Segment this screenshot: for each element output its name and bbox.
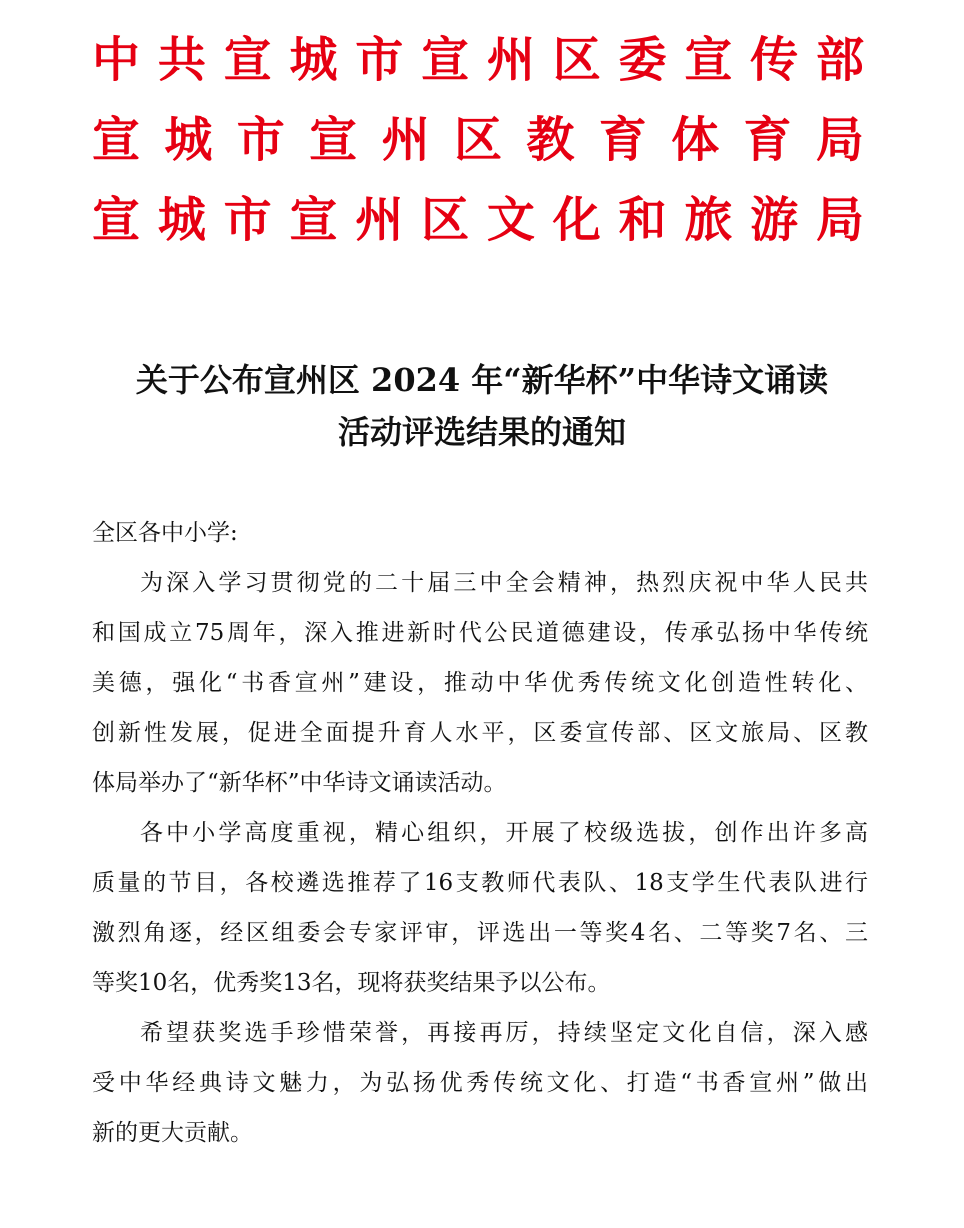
issuer-char: 育 [598, 112, 647, 168]
paragraph-1-line: 体局举办了“新华杯”中华诗文诵读活动。 [92, 770, 507, 796]
issuer-name-propaganda-dept [92, 28, 864, 92]
issuer-char: 州 [355, 192, 404, 248]
paragraph-2-line: 激烈角逐，经区组委会专家评审，评选出一等奖4名、二等奖7名、三 [92, 920, 868, 946]
document-title-line-1: 关于公布宣州区 2024 年“新华杯”中华诗文诵读 [135, 361, 829, 399]
paragraph-2-line: 质量的节目，各校遴选推荐了16支教师代表队、18支学生代表队进行 [92, 870, 868, 896]
issuer-char: 区 [552, 32, 601, 88]
issuer-char: 文 [486, 192, 535, 248]
issuer-char: 宣 [421, 32, 470, 88]
issuer-char: 委 [618, 32, 667, 88]
paragraph-1-line: 创新性发展，促进全面提升育人水平，区委宣传部、区文旅局、区教 [92, 720, 868, 746]
paragraph-3-line: 受中华经典诗文魅力，为弘扬优秀传统文化、打造“书香宣州”做出 [92, 1070, 868, 1096]
document-title-line-2: 活动评选结果的通知 [337, 413, 626, 451]
issuer-char: 宣 [289, 192, 338, 248]
issuer-name-education-sports-bureau [92, 108, 864, 172]
issuer-name-culture-tourism-bureau [92, 188, 864, 252]
issuer-char: 城 [164, 112, 213, 168]
issuer-char: 教 [526, 112, 575, 168]
issuer-char: 宣 [684, 32, 733, 88]
paragraph-1-line: 为深入学习贯彻党的二十届三中全会精神，热烈庆祝中华人民共 [140, 570, 868, 596]
issuer-char: 市 [236, 112, 285, 168]
issuer-char: 体 [671, 112, 720, 168]
issuer-char: 州 [381, 112, 430, 168]
issuer-char: 传 [750, 32, 799, 88]
issuer-char: 化 [552, 192, 601, 248]
issuer-char: 育 [743, 112, 792, 168]
salutation: 全区各中小学: [92, 520, 238, 546]
issuer-char: 局 [815, 192, 864, 248]
issuer-char: 共 [157, 32, 206, 88]
issuer-char: 城 [289, 32, 338, 88]
paragraph-1-line: 和国成立75周年，深入推进新时代公民道德建设，传承弘扬中华传统 [92, 620, 868, 646]
issuer-char: 宣 [309, 112, 358, 168]
paragraph-3-line: 希望获奖选手珍惜荣誉，再接再厉，持续坚定文化自信，深入感 [140, 1020, 868, 1046]
paragraph-2-line: 各中小学高度重视，精心组织，开展了校级选拔，创作出许多高 [140, 820, 868, 846]
issuer-char: 州 [486, 32, 535, 88]
issuer-char: 区 [453, 112, 502, 168]
issuer-char: 和 [618, 192, 667, 248]
issuer-char: 局 [815, 112, 864, 168]
issuer-char: 城 [157, 192, 206, 248]
paragraph-1-line: 美德，强化“书香宣州”建设，推动中华优秀传统文化创造性转化、 [92, 670, 868, 696]
issuer-char: 市 [355, 32, 404, 88]
issuer-char: 宣 [92, 112, 141, 168]
issuer-char: 旅 [684, 192, 733, 248]
issuer-char: 区 [421, 192, 470, 248]
issuer-char: 宣 [223, 32, 272, 88]
issuer-char: 宣 [92, 192, 141, 248]
issuer-char: 游 [750, 192, 799, 248]
issuer-char: 市 [223, 192, 272, 248]
paragraph-3-line: 新的更大贡献。 [92, 1120, 253, 1146]
issuer-char: 部 [815, 32, 864, 88]
paragraph-2-line: 等奖10名，优秀奖13名，现将获奖结果予以公布。 [92, 970, 611, 996]
issuer-char: 中 [92, 32, 141, 88]
